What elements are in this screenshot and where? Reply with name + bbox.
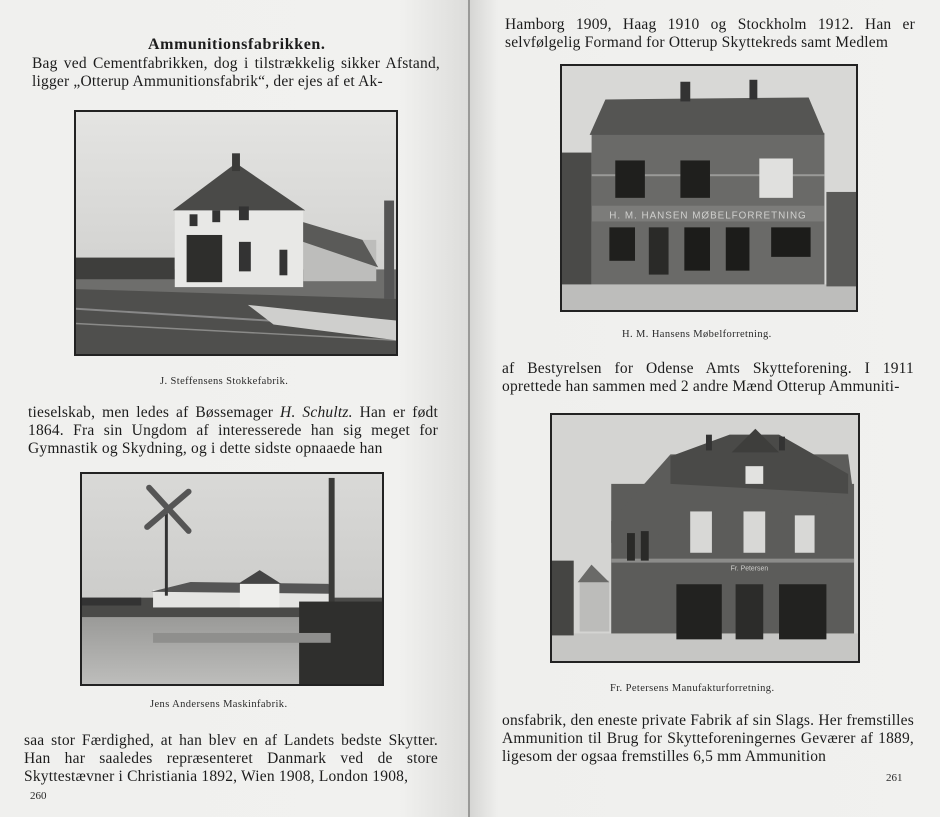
page-number-right: 261 — [886, 772, 903, 784]
left-paragraph-3: saa stor Færdighed, at han blev en af Landets bedste Skytter. Han har saaledes repræsenteret Danmark ved de store Skyttestævner i Christiania 1892, Wien 1908, London 1908, — [24, 732, 438, 785]
caption-maskinfabrik: Jens Andersens Maskinfabrik. — [150, 699, 288, 710]
right-paragraph-2: af Bestyrelsen for Odense Amts Skytteforening. I 1911 oprettede han sammen med 2 andre Mænd Otterup Ammuniti- — [502, 360, 914, 395]
photo-stokkefabrik — [74, 110, 398, 356]
caption-manufakturforretning: Fr. Petersens Manufakturforretning. — [610, 683, 775, 694]
caption-moebelforretning: H. M. Hansens Møbelforretning. — [622, 329, 772, 340]
shop-sign-manufaktur: Fr. Petersen — [730, 565, 769, 573]
left-paragraph-2: tieselskab, men ledes af Bøssemager H. Schultz. Han er født 1864. Fra sin Ungdom af interesserede han sig meget for Gymnastik og Skydning, og i dette sidste opnaaede han — [28, 404, 439, 457]
photo-maskinfabrik — [80, 472, 384, 686]
right-paragraph-3: onsfabrik, den eneste private Fabrik af sin Slags. Her fremstilles Ammunition til Brug for Skytteforeningernes Geværer af 1889, ligesom der ogsaa fremstilles 6,5 mm Ammunition — [502, 712, 914, 765]
page-number-left: 260 — [30, 790, 47, 802]
person-name: H. Schultz. — [280, 404, 353, 421]
caption-stokkefabrik: J. Steffensens Stokkefabrik. — [160, 376, 289, 387]
left-paragraph-1: Bag ved Cementfabrikken, dog i tilstrækkelig sikker Afstand, ligger „Otterup Ammunitionsfabrik“, der ejes af et Ak- — [32, 55, 440, 90]
section-heading: Ammunitionsfabrikken. — [148, 36, 326, 53]
right-page — [470, 0, 940, 817]
photo-moebelforretning — [560, 64, 858, 312]
right-paragraph-1: Hamborg 1909, Haag 1910 og Stockholm 1912. Han er selvfølgelig Formand for Otterup Skyttekreds samt Medlem — [505, 16, 915, 51]
shop-sign-moebel: H. M. HANSEN MØBELFORRETNING — [609, 210, 807, 222]
photo-manufakturforretning — [550, 413, 860, 663]
